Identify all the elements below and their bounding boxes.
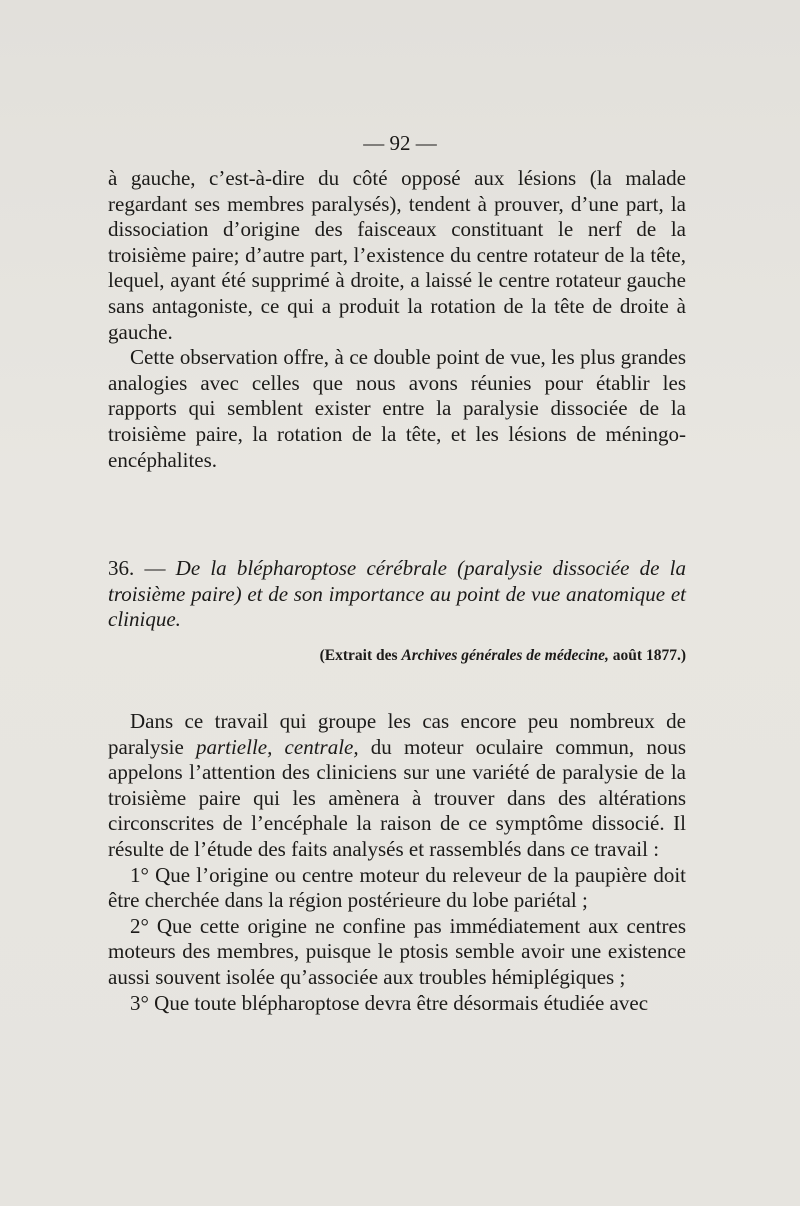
list-item: 2° Que cette origine ne confine pas immédiatement aux centres moteurs des membres, puisque le ptosis semble avoir une existence aussi souvent isolée qu’associée aux troubles hémiplégiques ; [108, 913, 686, 989]
body-intro-italic-partielle: partielle, [195, 734, 273, 759]
body-intro-start: Dans ce travail qui groupe les cas encore peu nombreux de paralysie [108, 709, 686, 759]
section-heading [108, 556, 686, 633]
body-intro-italic-centrale: centrale, [284, 734, 359, 759]
section-number: 36. — [108, 556, 166, 580]
paragraph-observation: Cette observation offre, à ce double point de vue, les plus grandes analogies avec celles que nous avons réunies pour établir les rapports qui semblent exister entre la paralysie dissociée de la troisième paire, la rotation de la tête, et les lésions de méningo-encéphalites. [108, 345, 686, 472]
section-heading-block [108, 556, 686, 668]
list-item: 3° Que toute blépharoptose devra être désormais étudiée avec [130, 990, 649, 1015]
source-prefix: (Extrait des [319, 646, 398, 664]
body-intro [108, 709, 686, 863]
page-number: — 92 — [363, 131, 437, 155]
body-intro-end: du moteur oculaire commun, nous appelons l’attention des cliniciens sur une variété de paralysie de la troisième paire qui les amènera à trouver dans des altérations circonscrites de l’encéphale la raison de ce symptôme dissocié. Il résulte de l’étude des faits analysés et rassemblés dans ce travail : [108, 734, 686, 861]
source-journal: Archives générales de médecine, [401, 646, 609, 664]
source-date: août 1877.) [612, 646, 686, 664]
body-text-block [108, 709, 686, 1016]
section-source [108, 643, 686, 669]
paragraph-continuation: à gauche, c’est-à-dire du côté opposé aux lésions (la malade regardant ses membres paralysés), tendent à prouver, d’une part, la dissociation d’origine des faisceaux constituant le nerf de la troisième paire; d’autre part, l’existence du centre rotateur de la tête, lequel, ayant été supprimé à droite, a laissé le centre rotateur gauche sans antagoniste, ce qui a produit la rotation de la tête de droite à gauche. [108, 166, 686, 344]
section-title: De la blépharoptose cérébrale (paralysie dissociée de la troisième paire) et de son importance au point de vue anatomique et clinique. [108, 556, 686, 632]
top-text-block [108, 166, 686, 473]
list-item: 1° Que l’origine ou centre moteur du releveur de la paupière doit être cherchée dans la région postérieure du lobe pariétal ; [108, 862, 686, 913]
